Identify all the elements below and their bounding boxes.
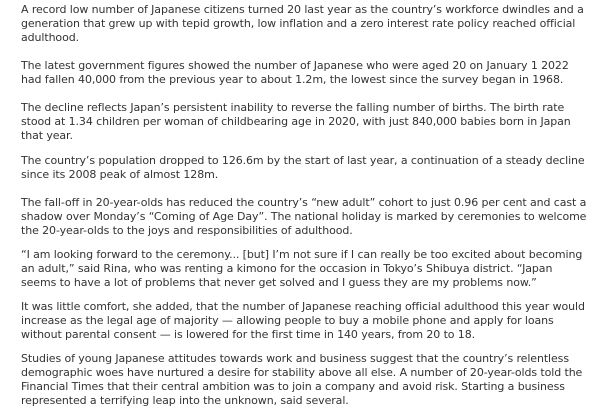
article-paragraph: “I am looking forward to the ceremony... [but] I’m not sure if I can really be too excited about becoming an adult,” said Rina, who was renting a kimono for the occasion in Tokyo’s Shibuya district. “Japan seems to have a lot of problems that never get solved and I guess they are my problems now.” bbox=[21, 248, 583, 289]
article-paragraph: It was little comfort, she added, that the number of Japanese reaching official adulthood this year would increase as the legal age of majority — allowing people to buy a mobile phone and apply for loans without parental consent — is lowered for the first time in 140 years, from 20 to 18. bbox=[21, 300, 585, 341]
article-paragraph: The latest government figures showed the number of Japanese who were aged 20 on January 1 2022 had fallen 40,000 from the previous year to about 1.2m, the lowest since the survey began in 1968. bbox=[21, 59, 569, 86]
article-paragraph: Studies of young Japanese attitudes towards work and business suggest that the country’s relentless demographic woes have nurtured a desire for stability above all else. A number of 20-year-olds told the Financial Times that their central ambition was to join a company and avoid risk. Starting a business represented a terrifying leap into the unknown, said several. bbox=[21, 352, 583, 407]
article-paragraph: The decline reflects Japan’s persistent inability to reverse the falling number of births. The birth rate stood at 1.34 children per woman of childbearing age in 2020, with just 840,000 babies born in Japan that year. bbox=[21, 101, 571, 142]
article-paragraph: The country’s population dropped to 126.6m by the start of last year, a continuation of a steady decline since its 2008 peak of almost 128m. bbox=[21, 154, 585, 181]
article-paragraph: A record low number of Japanese citizens turned 20 last year as the country’s workforce dwindles and a generation that grew up with tepid growth, low inflation and a zero interest rate policy reached official adulthood. bbox=[21, 3, 584, 44]
article-paragraph: The fall-off in 20-year-olds has reduced the country’s “new adult” cohort to just 0.96 per cent and cast a shadow over Monday’s “Coming of Age Day”. The national holiday is marked by ceremonies to welcome the 20-year-olds to the joys and responsibilities of adulthood. bbox=[21, 196, 587, 237]
